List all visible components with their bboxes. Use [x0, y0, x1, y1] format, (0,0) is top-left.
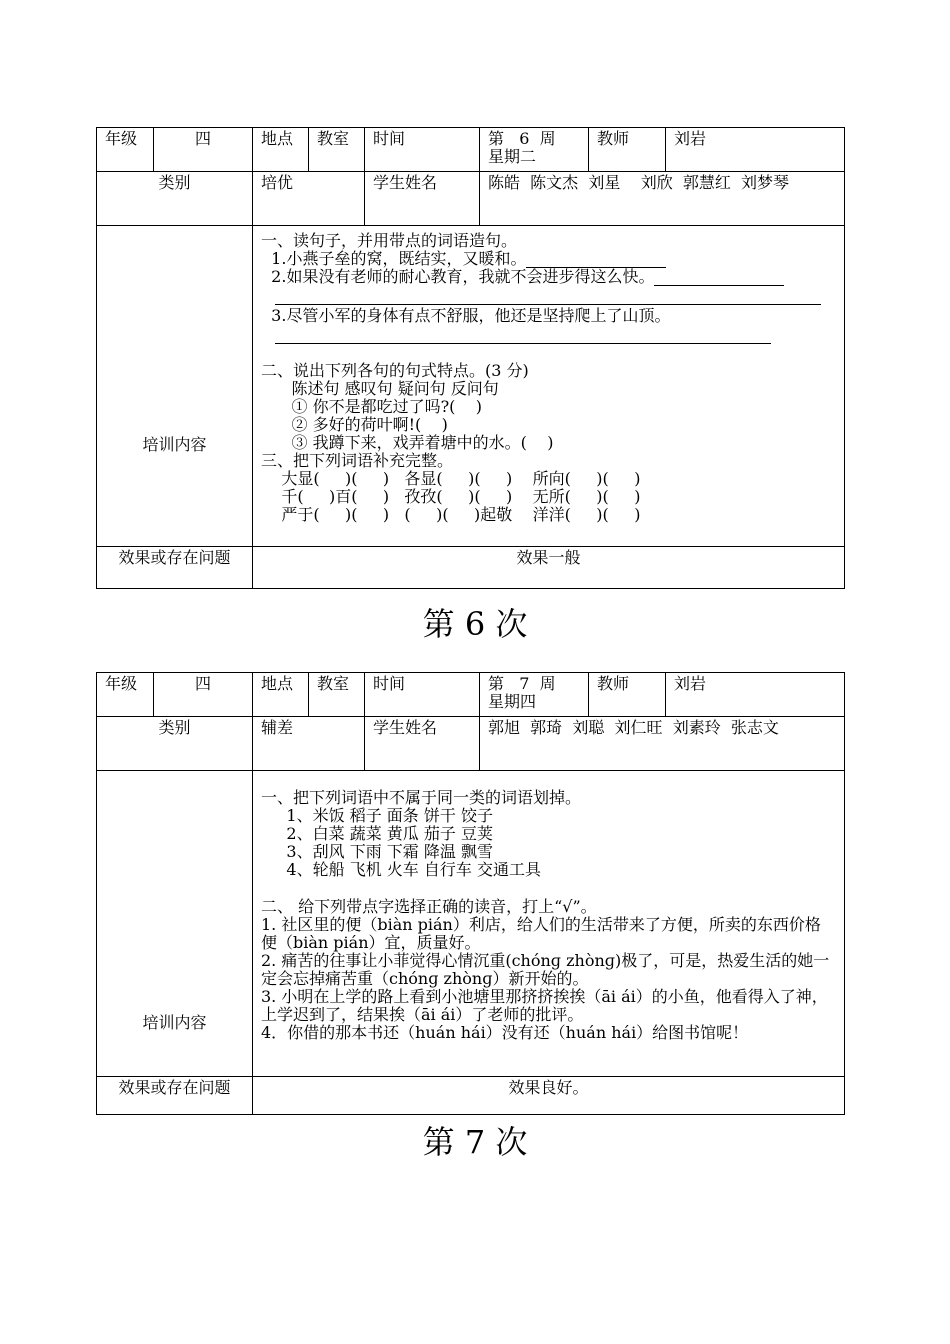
students-value: 郭旭 郭琦 刘聪 刘仁旺 刘素玲 张志文	[480, 717, 845, 771]
content-line: 4．你借的那本书还（huán hái）没有还（huán hái）给图书馆呢！	[261, 1023, 749, 1042]
answer-line	[275, 329, 771, 344]
teacher-value: 刘岩	[666, 128, 845, 172]
content-line: 1、米饭 稻子 面条 饼干 饺子	[261, 806, 493, 825]
content-line: 2. 痛苦的往事让小菲觉得心情沉重(chónɡ zhònɡ)极了，可是，热爱生活的她一定会忘掉痛苦重（chónɡ zhònɡ）新开始的。	[261, 951, 830, 988]
effect-value: 效果一般	[253, 547, 845, 589]
category-label: 类别	[97, 172, 253, 226]
category-label: 类别	[97, 717, 253, 771]
content-line: 千( )百( ) 孜孜( )( ) 无所( )( )	[261, 487, 641, 506]
week-number: 第 6 周	[488, 129, 556, 148]
content-label	[97, 226, 253, 547]
category-value: 辅差	[253, 717, 365, 771]
content-line: 陈述句 感叹句 疑问句 反问句	[261, 379, 499, 398]
content-line: ② 多好的荷叶啊!( )	[261, 415, 448, 434]
teacher-label: 教师	[589, 128, 666, 172]
content-line: 二、说出下列各句的句式特点。(3 分)	[261, 361, 529, 380]
content-body	[253, 771, 845, 1077]
week-cell	[480, 128, 589, 172]
effect-label: 效果或存在问题	[97, 1077, 253, 1115]
grade-label: 年级	[97, 673, 154, 717]
weekday: 星期四	[488, 692, 537, 711]
location-label: 地点	[253, 128, 309, 172]
teacher-label: 教师	[589, 673, 666, 717]
spacer	[261, 344, 836, 362]
spacer	[261, 879, 836, 898]
content-line: ③ 我蹲下来，戏弄着塘中的水。( )	[261, 433, 554, 452]
content-body	[253, 226, 845, 547]
content-label-text: 培训内容	[142, 435, 207, 454]
effect-value: 效果良好。	[253, 1077, 845, 1115]
content-line: 严于( )( ) ( )( )起敬 洋洋( )( )	[261, 505, 641, 524]
content-line: 1. 社区里的便（biàn pián）利店，给人们的生活带来了方便，所卖的东西价格便（biàn pián）宜，质量好。	[261, 915, 821, 952]
content-line: 3、刮风 下雨 下霜 降温 飘雪	[261, 842, 493, 861]
content-line: 三、把下列词语补充完整。	[261, 451, 454, 470]
week-number: 第 7 周	[488, 674, 556, 693]
effect-label: 效果或存在问题	[97, 547, 253, 589]
content-line: ① 你不是都吃过了吗?( )	[261, 397, 483, 416]
category-value: 培优	[253, 172, 365, 226]
location-value: 教室	[309, 673, 365, 717]
week-cell	[480, 673, 589, 717]
session-heading: 第 6 次	[422, 605, 528, 643]
students-label: 学生姓名	[365, 172, 480, 226]
grade-value: 四	[154, 673, 253, 717]
time-label: 时间	[365, 128, 480, 172]
record-table-2	[96, 672, 845, 1115]
content-label-text: 培训内容	[142, 1012, 207, 1032]
content-line: 1.小燕子垒的窝，既结实，又暖和。	[261, 250, 836, 268]
session-heading: 第 7 次	[422, 1123, 528, 1161]
content-line: 一、读句子，并用带点的词语造句。	[261, 231, 518, 250]
content-line: 3.尽管小军的身体有点不舒服，他还是坚持爬上了山顶。	[261, 306, 671, 325]
content-line: 2.如果没有老师的耐心教育，我就不会进步得这么快。	[261, 268, 836, 286]
content-label	[97, 771, 253, 1077]
record-table-1	[96, 127, 845, 589]
time-label: 时间	[365, 673, 480, 717]
content-line: 4、轮船 飞机 火车 自行车 交通工具	[261, 860, 541, 879]
grade-value: 四	[154, 128, 253, 172]
content-line: 3. 小明在上学的路上看到小池塘里那挤挤挨挨（āi ái）的小鱼，他看得入了神，上学迟到了，结果挨（āi ái）了老师的批评。	[261, 987, 828, 1024]
location-value: 教室	[309, 128, 365, 172]
grade-label: 年级	[97, 128, 154, 172]
content-line: 二、 给下列带点字选择正确的读音，打上“√”。	[261, 897, 597, 916]
teacher-value: 刘岩	[666, 673, 845, 717]
students-label: 学生姓名	[365, 717, 480, 771]
content-line: 2、白菜 蔬菜 黄瓜 茄子 豆荚	[261, 824, 493, 843]
content-line: 大显( )( ) 各显( )( ) 所向( )( )	[261, 469, 641, 488]
answer-line	[275, 290, 821, 305]
students-value: 陈皓 陈文杰 刘星 刘欣 郭慧红 刘梦琴	[480, 172, 845, 226]
location-label: 地点	[253, 673, 309, 717]
weekday: 星期二	[488, 147, 537, 166]
content-line: 一、把下列词语中不属于同一类的词语划掉。	[261, 788, 582, 807]
